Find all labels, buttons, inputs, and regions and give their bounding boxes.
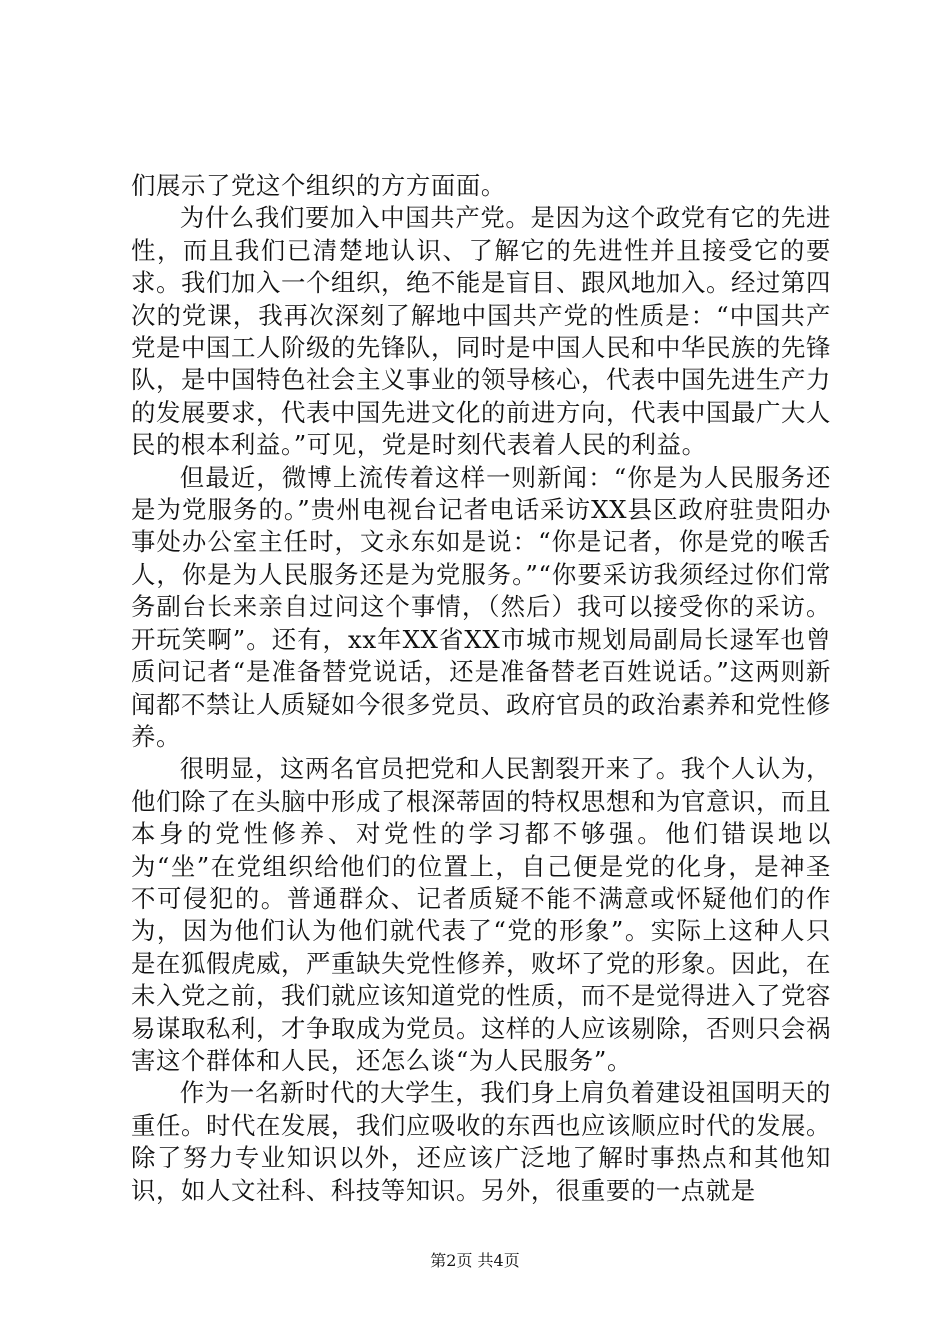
document-body	[131, 170, 831, 1207]
paragraph-2: 为什么我们要加入中国共产党。是因为这个政党有它的先进性，而且我们已清楚地认识、了解它的先进性并且接受它的要求。我们加入一个组织，绝不能是盲目、跟风地加入。经过第四次的党课，我再次深刻了解地中国共产党的性质是：“中国共产党是中国工人阶级的先锋队，同时是中国人民和中华民族的先锋队，是中国特色社会主义事业的领导核心，代表中国先进生产力的发展要求，代表中国先进文化的前进方向，代表中国最广大人民的根本利益。”可见，党是时刻代表着人民的利益。	[131, 203, 831, 460]
paragraph-3: 但最近，微博上流传着这样一则新闻：“你是为人民服务还是为党服务的。”贵州电视台记者电话采访XX县区政府驻贵阳办事处办公室主任时，文永东如是说：“你是记者，你是党的喉舌人，你是为人民服务还是为党服务。”“你要采访我须经过你们常务副台长来亲自过问这个事情，（然后）我可以接受你的采访。开玩笑啊”。还有，xx年XX省XX市城市规划局副局长逯军也曾质问记者“是准备替党说话，还是准备替老百姓说话。”这两则新闻都不禁让人质疑如今很多党员、政府官员的政治素养和党性修养。	[131, 462, 831, 751]
paragraph-1: 们展示了党这个组织的方方面面。	[131, 171, 506, 200]
paragraph-4: 很明显，这两名官员把党和人民割裂开来了。我个人认为，他们除了在头脑中形成了根深蒂固的特权思想和为官意识，而且本身的党性修养、对党性的学习都不够强。他们错误地以为“坐”在党组织给他们的位置上，自己便是党的化身，是神圣不可侵犯的。普通群众、记者质疑不能不满意或怀疑他们的作为，因为他们认为他们就代表了“党的形象”。实际上这种人只是在狐假虎威，严重缺失党性修养，败坏了党的形象。因此，在未入党之前，我们就应该知道党的性质，而不是觉得进入了党容易谋取私利，才争取成为党员。这样的人应该剔除，否则只会祸害这个群体和人民，还怎么谈“为人民服务”。	[131, 754, 831, 1075]
page-number-footer: 第2页 共4页	[430, 1251, 520, 1270]
paragraph-5: 作为一名新时代的大学生，我们身上肩负着建设祖国明天的重任。时代在发展，我们应吸收的东西也应该顺应时代的发展。除了努力专业知识以外，还应该广泛地了解时事热点和其他知识，如人文社科、科技等知识。另外，很重要的一点就是	[131, 1078, 831, 1205]
